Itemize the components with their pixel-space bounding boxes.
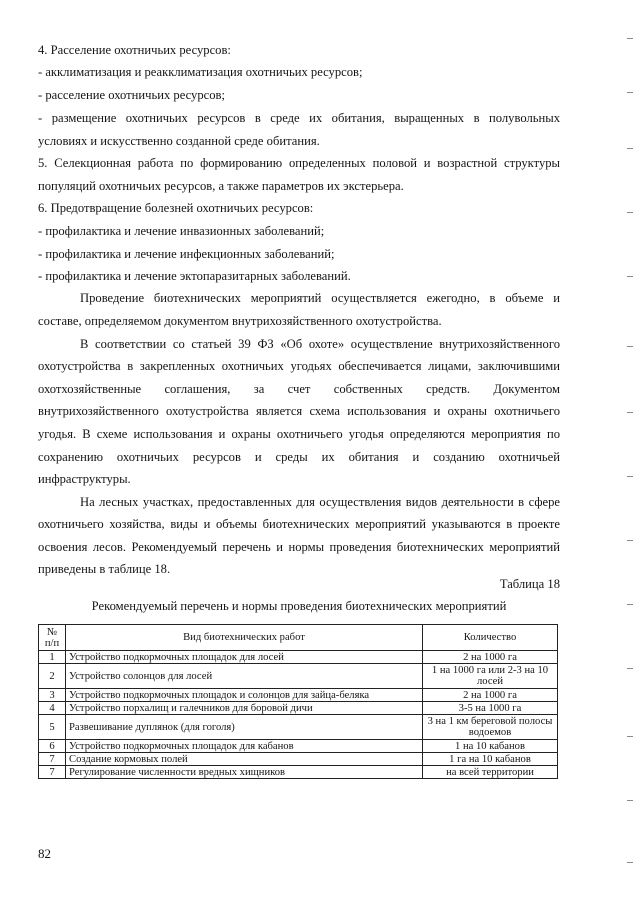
text-line: освоения лесов. Рекомендуемый перечень и нормы проведения биотехнических мероприятий xyxy=(38,540,560,554)
text-line: В соответствии со статьей 39 ФЗ «Об охоте» осуществление внутрихозяйственного xyxy=(80,337,560,351)
quantity-cell: 3-5 на 1000 га xyxy=(423,702,558,715)
row-number: 1 xyxy=(39,651,66,664)
text-line: - расселение охотничьих ресурсов; xyxy=(38,88,225,102)
text-line: угодья. В схеме использования и охраны охотничьего угодья определяются мероприятия по xyxy=(38,427,560,441)
text-line: условиях и искусственно созданной среде обитания. xyxy=(38,134,320,148)
header-number: № п/п xyxy=(39,625,66,651)
row-number: 7 xyxy=(39,753,66,766)
quantity-cell: 2 на 1000 га xyxy=(423,689,558,702)
text-line: На лесных участках, предоставленных для осуществления видов деятельности в сфере xyxy=(80,495,560,509)
text-line: - профилактика и лечение инвазионных заболеваний; xyxy=(38,224,325,238)
table-row xyxy=(39,664,558,689)
work-type-cell: Развешивание дуплянок (для гоголя) xyxy=(66,715,423,740)
row-number: 6 xyxy=(39,740,66,753)
quantity-cell: 3 на 1 км береговой полосы водоемов xyxy=(423,715,558,740)
edge-mark xyxy=(627,346,633,347)
table-row xyxy=(39,651,558,664)
table-row xyxy=(39,740,558,753)
table-row xyxy=(39,689,558,702)
work-type-cell: Создание кормовых полей xyxy=(66,753,423,766)
page-number: 82 xyxy=(38,846,51,861)
edge-mark xyxy=(627,148,633,149)
row-number: 7 xyxy=(39,766,66,779)
edge-mark xyxy=(627,92,633,93)
edge-mark xyxy=(627,862,633,863)
quantity-cell: 1 на 1000 га или 2-3 на 10 лосей xyxy=(423,664,558,689)
table-row xyxy=(39,715,558,740)
biotech-table xyxy=(38,624,558,779)
text-line: Рекомендуемый перечень и нормы проведения биотехнических мероприятий xyxy=(91,599,507,613)
table-row xyxy=(39,702,558,715)
edge-mark xyxy=(627,276,633,277)
text-line: - акклиматизация и реакклиматизация охотничьих ресурсов; xyxy=(38,65,363,79)
text-line: - профилактика и лечение инфекционных заболеваний; xyxy=(38,247,335,261)
quantity-cell: 1 га на 10 кабанов xyxy=(423,753,558,766)
text-line: охотхозяйственные соглашения, за счет собственных средств. Документом xyxy=(38,382,560,396)
quantity-cell: 1 на 10 кабанов xyxy=(423,740,558,753)
work-type-cell: Регулирование численности вредных хищников xyxy=(66,766,423,779)
quantity-cell: на всей территории xyxy=(423,766,558,779)
text-line: охотустройства в закрепленных охотничьих угодьях обеспечивается лицами, заключившими xyxy=(38,359,560,373)
edge-mark xyxy=(627,476,633,477)
work-type-cell: Устройство подкормочных площадок для лосей xyxy=(66,651,423,664)
edge-mark xyxy=(627,668,633,669)
row-number: 3 xyxy=(39,689,66,702)
table-header-row xyxy=(39,625,558,651)
edge-mark xyxy=(627,38,633,39)
work-type-cell: Устройство солонцов для лосей xyxy=(66,664,423,689)
work-type-cell: Устройство подкормочных площадок для кабанов xyxy=(66,740,423,753)
row-number: 2 xyxy=(39,664,66,689)
edge-mark xyxy=(627,736,633,737)
text-line: 4. Расселение охотничьих ресурсов: xyxy=(38,43,231,57)
text-line: приведены в таблице 18. xyxy=(38,562,171,576)
text-line: 5. Селекционная работа по формированию определенных половой и возрастной структуры xyxy=(38,156,560,170)
text-line: составе, определяемом документом внутрихозяйственного охотустройства. xyxy=(38,314,442,328)
quantity-cell: 2 на 1000 га xyxy=(423,651,558,664)
text-line: Таблица 18 xyxy=(499,577,560,591)
text-line: - размещение охотничьих ресурсов в среде их обитания, выращенных в полувольных xyxy=(38,111,560,125)
text-line: охотничьего хозяйства, виды и объемы биотехнических мероприятий указываются в проекте xyxy=(38,517,560,531)
edge-mark xyxy=(627,212,633,213)
table-row xyxy=(39,766,558,779)
edge-mark xyxy=(627,800,633,801)
work-type-cell: Устройство подкормочных площадок и солонцов для зайца-беляка xyxy=(66,689,423,702)
edge-mark xyxy=(627,412,633,413)
row-number: 4 xyxy=(39,702,66,715)
table-row xyxy=(39,753,558,766)
text-line: Проведение биотехнических мероприятий осуществляется ежегодно, в объеме и xyxy=(80,291,560,305)
text-line: внутрихозяйственного охотустройства является схема использования и охраны охотничьего xyxy=(38,404,560,418)
edge-mark xyxy=(627,604,633,605)
work-type-cell: Устройство порхалищ и галечников для боровой дичи xyxy=(66,702,423,715)
text-line: сохранению охотничьих ресурсов и среды их обитания и созданию охотничьей xyxy=(38,450,560,464)
text-line: - профилактика и лечение эктопаразитарных заболеваний. xyxy=(38,269,351,283)
text-line: инфраструктуры. xyxy=(38,472,131,486)
text-line: популяций охотничьих ресурсов, а также параметров их экстерьера. xyxy=(38,179,404,193)
text-line: 6. Предотвращение болезней охотничьих ресурсов: xyxy=(38,201,314,215)
edge-mark xyxy=(627,540,633,541)
header-work-type: Вид биотехнических работ xyxy=(66,625,423,651)
row-number: 5 xyxy=(39,715,66,740)
header-quantity: Количество xyxy=(423,625,558,651)
